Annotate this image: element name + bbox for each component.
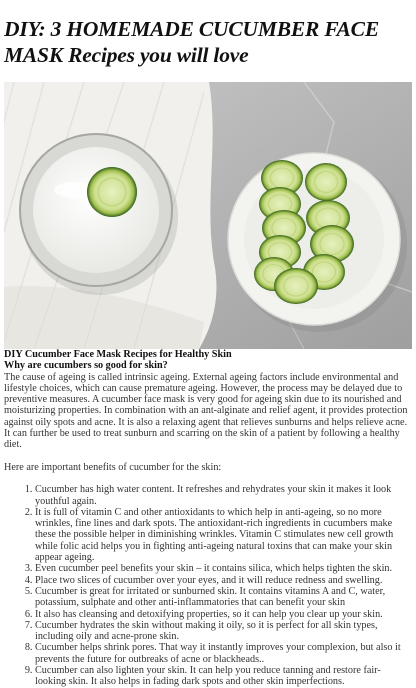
list-item: 7. Cucumber hydrates the skin without making it oily, so it is perfect for all skin types, including oily and acne-prone skin. — [35, 620, 406, 643]
article-body — [0, 349, 416, 688]
benefits-list — [4, 484, 412, 687]
bowl-cucumber-slice — [87, 167, 137, 217]
list-item: 8. Cucumber helps shrink pores. That way it instantly improves your complexion, but also it prevents the future for outbreaks of acne or blackheads.. — [35, 642, 406, 665]
article-subheading: Why are cucumbers so good for skin? — [4, 360, 168, 372]
list-item: 9. Cucumber can also lighten your skin. It can help you reduce tanning and restore fair-looking skin. It also helps in fading dark spots and other skin imperfections. — [35, 665, 406, 688]
hero-photo — [4, 82, 412, 349]
article-title: DIY: 3 HOMEMADE CUCUMBER FACE MASK Recipes you will love — [4, 17, 379, 67]
list-item: 4. Place two slices of cucumber over your eyes, and it will reduce redness and swelling. — [35, 575, 406, 586]
article-heading: DIY Cucumber Face Mask Recipes for Healthy Skin — [4, 349, 232, 360]
list-item: 6. It also has cleansing and detoxifying properties, so it can help you clear up your skin. — [35, 609, 406, 620]
list-item: 5. Cucumber is great for irritated or sunburned skin. It contains vitamins A and C, water, potassium, sulphate and other anti-inflammatories that can benefit your skin — [35, 586, 406, 609]
benefits-intro: Here are important benefits of cucumber for the skin: — [4, 461, 222, 473]
list-item: 3. Even cucumber peel benefits your skin – it contains silica, which helps tighten the skin. — [35, 563, 406, 574]
list-item: 1. Cucumber has high water content. It refreshes and rehydrates your skin it makes it look youthful again. — [35, 484, 406, 507]
list-item: 2. It is full of vitamin C and other antioxidants to which help in anti-ageing, so no more wrinkles, fine lines and dark spots. The antioxidant-rich ingredients in cucumbers make these the possible helper in diminishing wrinkles. Vitamin C stimulates new cell growth while folic acid helps you in fighting anti-ageing natural toxins that can make your skin appear ageing. — [35, 507, 406, 563]
intro-paragraph: The cause of ageing is called intrinsic ageing. External ageing factors include environmental and lifestyle choices, which can cause premature ageing. However, the process may be delayed due to preventive measures. A cucumber face mask is very good for ageing skin due to its nourished and moisturizing properties. In combination with an ant-alginate and relief agent, it provides protection against oily spots and acne. It is also a relaxing agent that relieves sunburns and helps relieve acne. It can further be used to treat sunburn and scarring on the skin of a patient by following a healthy diet. — [4, 371, 408, 451]
